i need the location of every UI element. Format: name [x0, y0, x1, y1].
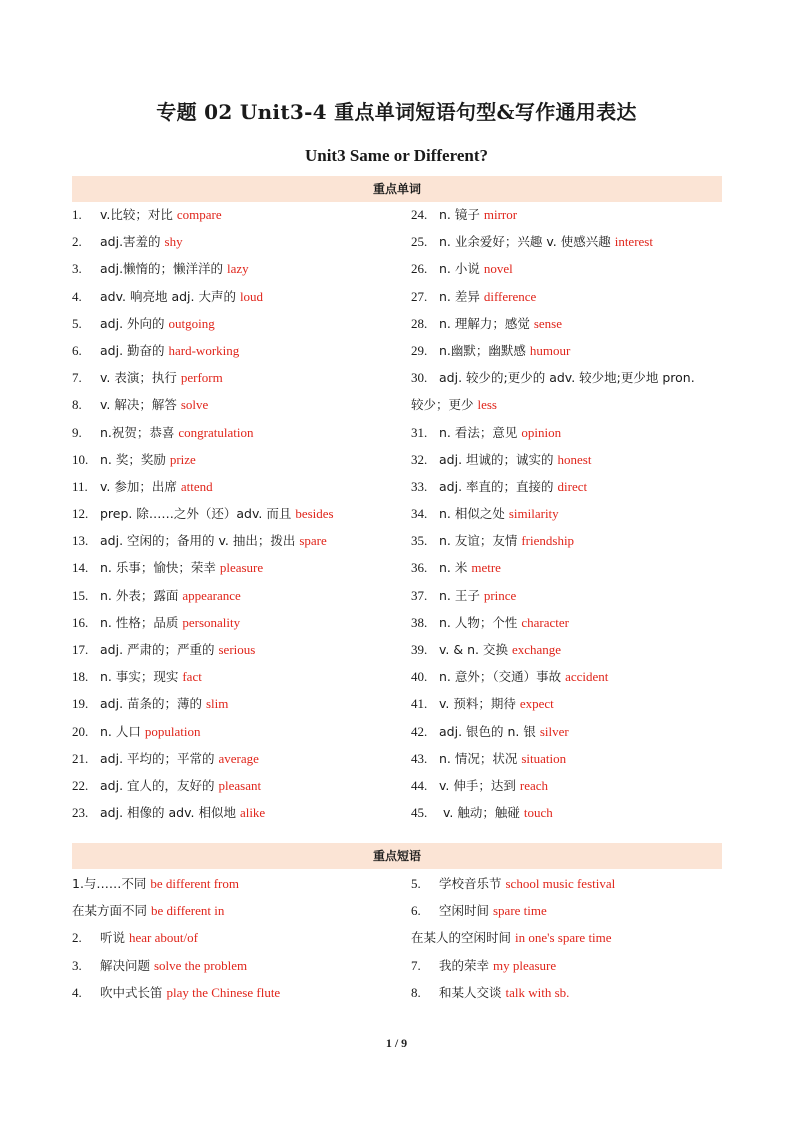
item-number: 36.	[411, 560, 428, 576]
item-chinese: n. 乐事；愉快；荣幸	[100, 560, 220, 576]
item-number: 13.	[72, 533, 89, 549]
list-item	[72, 310, 402, 337]
item-english: interest	[614, 234, 653, 250]
list-item	[72, 500, 402, 527]
list-item	[411, 924, 741, 951]
item-number: 39.	[411, 642, 428, 657]
item-chinese: adj. 较少的;更少的 adv. 较少地;更少地 pron.	[439, 370, 695, 386]
list-item	[72, 446, 402, 473]
item-english: be different from	[150, 876, 239, 891]
item-number: 19.	[72, 696, 89, 712]
item-chinese: 空闲时间	[439, 903, 493, 919]
item-english: compare	[176, 207, 222, 222]
item-chinese: adj. 相像的 adv. 相似地	[100, 805, 240, 821]
item-number: 44.	[411, 777, 428, 793]
list-item	[411, 897, 741, 924]
item-number: 4.	[72, 984, 82, 1000]
item-number: 37.	[411, 587, 428, 603]
list-item	[72, 554, 402, 581]
item-number: 2.	[72, 234, 82, 250]
item-number: 33.	[411, 478, 428, 494]
item-english: congratulation	[178, 424, 254, 440]
item-english: my pleasure	[492, 957, 557, 973]
list-item	[72, 799, 402, 826]
item-chinese: 听说	[100, 930, 129, 946]
item-number: 29.	[411, 342, 428, 358]
item-number: 24.	[411, 207, 428, 222]
item-chinese: n.祝贺；恭喜	[100, 424, 179, 440]
list-item	[411, 979, 741, 1006]
item-english: besides	[295, 506, 334, 522]
item-chinese: adj.害羞的	[100, 234, 165, 250]
item-number: 5.	[72, 315, 82, 331]
item-number: 38.	[411, 614, 428, 630]
list-item	[72, 979, 402, 1006]
item-english: less	[477, 397, 497, 413]
item-english: shy	[164, 234, 183, 250]
item-english: hard-working	[168, 342, 240, 358]
list-item	[72, 391, 402, 418]
vocab-section-header: 重点单词	[72, 176, 722, 202]
item-number: 35.	[411, 533, 428, 549]
list-item	[411, 745, 741, 772]
list-item	[411, 527, 741, 554]
item-english: friendship	[521, 533, 575, 549]
item-number: 10.	[72, 451, 89, 467]
list-item	[411, 337, 741, 364]
item-number: 23.	[72, 805, 89, 821]
item-number: 31.	[411, 424, 428, 440]
list-item	[72, 228, 402, 255]
item-chinese: prep. 除……之外（还）adv. 而且	[100, 506, 296, 522]
list-item	[72, 870, 402, 897]
item-chinese: adj. 勤奋的	[100, 342, 169, 358]
item-chinese: adv. 响亮地 adj. 大声的	[100, 288, 240, 304]
item-english: slim	[206, 696, 229, 712]
item-chinese: n.幽默；幽默感	[439, 342, 530, 358]
item-chinese: n. 王子	[439, 587, 484, 603]
list-item	[72, 419, 402, 446]
item-chinese: adj. 坦诚的；诚实的	[439, 451, 558, 467]
item-number: 5.	[411, 876, 421, 891]
list-item	[411, 228, 741, 255]
list-item	[72, 609, 402, 636]
phrase-section-header: 重点短语	[72, 843, 722, 869]
item-number: 43.	[411, 750, 428, 766]
item-english: appearance	[182, 587, 241, 603]
list-item	[411, 799, 741, 826]
list-item	[411, 718, 741, 745]
item-number: 41.	[411, 696, 428, 712]
list-item	[411, 419, 741, 446]
item-number: 17.	[72, 642, 89, 657]
list-item	[72, 952, 402, 979]
phrase-left-column	[72, 870, 402, 1006]
item-english: lazy	[227, 261, 249, 277]
item-chinese: n. 米	[439, 560, 472, 576]
item-english: serious	[218, 642, 256, 657]
item-number: 8.	[411, 984, 421, 1000]
item-number: 30.	[411, 370, 428, 386]
item-english: accident	[565, 669, 609, 685]
item-chinese: adj. 宜人的，友好的	[100, 777, 219, 793]
item-english: pleasant	[218, 777, 262, 793]
item-number: 6.	[411, 903, 421, 919]
list-item	[411, 609, 741, 636]
item-english: exchange	[511, 642, 562, 657]
item-english: alike	[239, 805, 266, 821]
list-item	[411, 391, 741, 418]
item-english: loud	[239, 288, 264, 304]
item-number: 27.	[411, 288, 428, 304]
item-chinese: 解决问题	[100, 957, 154, 973]
list-item	[72, 283, 402, 310]
item-chinese: adj. 外向的	[100, 315, 169, 331]
item-chinese: v.比较；对比	[100, 207, 177, 222]
item-chinese: adj. 严肃的；严重的	[100, 642, 219, 657]
list-item	[72, 897, 402, 924]
list-item	[411, 690, 741, 717]
item-english: solve the problem	[153, 957, 248, 973]
item-chinese: n. 外表；露面	[100, 587, 183, 603]
item-number: 25.	[411, 234, 428, 250]
item-chinese: v. 伸手；达到	[439, 777, 520, 793]
item-chinese: n. 人口	[100, 723, 145, 739]
item-chinese: 1.与……不同	[72, 876, 151, 891]
item-number: 1.	[72, 207, 82, 222]
item-english: metre	[471, 560, 501, 576]
item-english: population	[144, 723, 201, 739]
item-number: 8.	[72, 397, 82, 413]
item-number: 42.	[411, 723, 428, 739]
item-chinese: v. 表演；执行	[100, 370, 181, 386]
item-chinese: n. 理解力；感觉	[439, 315, 534, 331]
item-number: 28.	[411, 315, 428, 331]
list-item	[72, 663, 402, 690]
list-item	[411, 283, 741, 310]
item-english: in one's spare time	[514, 930, 612, 946]
item-english: fact	[182, 669, 202, 685]
item-chinese: adj.懒惰的；懒洋洋的	[100, 261, 228, 277]
list-item	[72, 582, 402, 609]
item-english: perform	[180, 370, 223, 386]
item-english: reach	[519, 777, 548, 793]
item-english: play the Chinese flute	[166, 984, 281, 1000]
list-item	[411, 554, 741, 581]
item-number: 26.	[411, 261, 428, 277]
item-chinese: n. 小说	[439, 261, 484, 277]
item-english: spare	[299, 533, 327, 549]
item-chinese: n. 差异	[439, 288, 484, 304]
list-item	[411, 446, 741, 473]
item-english: silver	[539, 723, 569, 739]
list-item	[72, 772, 402, 799]
item-number: 9.	[72, 424, 82, 440]
item-number: 22.	[72, 777, 89, 793]
item-chinese: adj. 空闲的；备用的 v. 抽出；拨出	[100, 533, 300, 549]
item-english: sense	[533, 315, 563, 331]
list-item	[72, 337, 402, 364]
list-item	[72, 745, 402, 772]
item-chinese: v. 解决；解答	[100, 397, 181, 413]
list-item	[72, 718, 402, 745]
item-chinese: 和某人交谈	[439, 984, 506, 1000]
list-item	[72, 255, 402, 282]
item-chinese: n. 意外；（交通）事故	[439, 669, 566, 685]
unit-title: Unit3 Same or Different?	[304, 146, 489, 165]
list-item	[411, 582, 741, 609]
vocab-left-column	[72, 201, 402, 826]
list-item	[72, 636, 402, 663]
item-number: 3.	[72, 261, 82, 277]
item-number: 3.	[72, 957, 82, 973]
item-number: 14.	[72, 560, 89, 576]
item-chinese: n. 人物；个性	[439, 614, 522, 630]
item-chinese: n. 情况；状况	[439, 750, 522, 766]
item-chinese: 在某人的空闲时间	[411, 930, 515, 946]
item-number: 18.	[72, 669, 89, 685]
page-number: 1 / 9	[385, 1036, 408, 1050]
item-english: expect	[519, 696, 554, 712]
item-number: 4.	[72, 288, 82, 304]
item-english: prize	[169, 451, 196, 467]
item-chinese: n. 事实；现实	[100, 669, 183, 685]
list-item	[411, 255, 741, 282]
list-item	[72, 527, 402, 554]
vocab-right-column	[411, 201, 741, 826]
list-item	[72, 924, 402, 951]
item-number: 32.	[411, 451, 428, 467]
item-english: novel	[483, 261, 513, 277]
item-chinese: n. 业余爱好；兴趣 v. 使感兴趣	[439, 234, 615, 250]
item-english: character	[521, 614, 569, 630]
item-english: outgoing	[168, 315, 215, 331]
item-chinese: n. 相似之处	[439, 506, 509, 522]
list-item	[72, 690, 402, 717]
item-chinese: n. 奖；奖励	[100, 451, 170, 467]
item-number: 2.	[72, 930, 82, 946]
phrase-right-column	[411, 870, 741, 1006]
item-number: 7.	[411, 957, 421, 973]
item-chinese: 学校音乐节	[439, 876, 506, 891]
item-english: touch	[523, 805, 553, 821]
list-item	[411, 772, 741, 799]
item-number: 6.	[72, 342, 82, 358]
item-english: talk with sb.	[505, 984, 570, 1000]
item-chinese: n. 看法；意见	[439, 424, 522, 440]
item-chinese: 我的荣幸	[439, 957, 493, 973]
item-chinese: n. 性格；品质	[100, 614, 183, 630]
item-chinese: 吹中式长笛	[100, 984, 167, 1000]
item-number: 7.	[72, 370, 82, 386]
item-chinese: adj. 率直的；直接的	[439, 478, 558, 494]
item-english: hear about/of	[128, 930, 198, 946]
item-chinese: v. & n. 交换	[439, 642, 512, 657]
item-english: average	[218, 750, 259, 766]
item-chinese: v. 参加；出席	[100, 478, 181, 494]
item-chinese: adj. 苗条的；薄的	[100, 696, 206, 712]
item-chinese: v. 预料；期待	[439, 696, 520, 712]
item-number: 21.	[72, 750, 89, 766]
document-title: 专题 02 Unit3-4 重点单词短语句型&写作通用表达	[156, 100, 637, 124]
item-chinese: 较少；更少	[411, 397, 478, 413]
list-item	[411, 473, 741, 500]
list-item	[72, 364, 402, 391]
list-item	[411, 952, 741, 979]
item-english: opinion	[521, 424, 562, 440]
item-english: honest	[557, 451, 592, 467]
list-item	[72, 473, 402, 500]
item-number: 12.	[72, 506, 89, 522]
item-number: 16.	[72, 614, 89, 630]
item-english: situation	[521, 750, 567, 766]
list-item	[411, 636, 741, 663]
item-english: school music festival	[505, 876, 616, 891]
item-chinese: n. 镜子	[439, 207, 484, 222]
item-number: 40.	[411, 669, 428, 685]
item-number: 34.	[411, 506, 428, 522]
item-english: attend	[180, 478, 213, 494]
item-english: pleasure	[219, 560, 264, 576]
item-english: be different in	[150, 903, 225, 919]
item-chinese: v. 触动；触碰	[439, 805, 524, 821]
item-number: 45.	[411, 805, 428, 821]
item-number: 15.	[72, 587, 89, 603]
item-english: personality	[182, 614, 241, 630]
list-item	[72, 201, 402, 228]
list-item	[411, 870, 741, 897]
item-english: difference	[483, 288, 537, 304]
item-english: direct	[557, 478, 588, 494]
list-item	[411, 364, 741, 391]
item-english: humour	[529, 342, 571, 358]
list-item	[411, 201, 741, 228]
list-item	[411, 310, 741, 337]
item-number: 20.	[72, 723, 89, 739]
item-english: solve	[180, 397, 209, 413]
list-item	[411, 500, 741, 527]
item-english: mirror	[483, 207, 518, 222]
list-item	[411, 663, 741, 690]
item-number: 11.	[72, 478, 88, 494]
item-chinese: n. 友谊；友情	[439, 533, 522, 549]
item-chinese: adj. 银色的 n. 银	[439, 723, 540, 739]
item-chinese: 在某方面不同	[72, 903, 151, 919]
item-chinese: adj. 平均的；平常的	[100, 750, 219, 766]
item-english: prince	[483, 587, 517, 603]
item-english: similarity	[508, 506, 559, 522]
item-english: spare time	[492, 903, 547, 919]
